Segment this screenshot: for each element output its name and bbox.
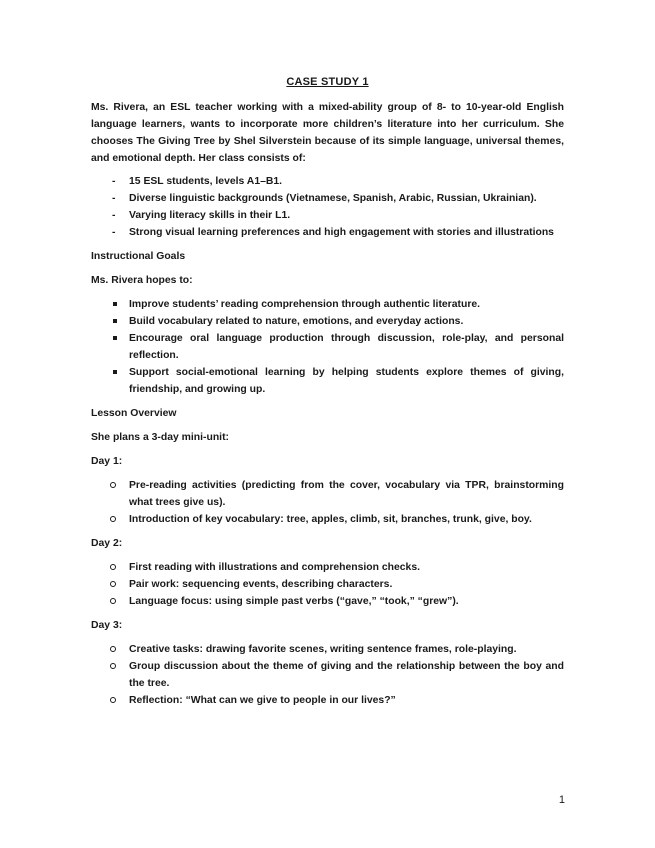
list-item: - Strong visual learning preferences and high engagement with stories and illustrations [91, 224, 564, 241]
day-2-heading: Day 2: [91, 538, 123, 549]
page-number: 1 [558, 794, 565, 806]
list-item: Reflection: “What can we give to people in our lives?” [91, 692, 564, 709]
goals-lead: Ms. Rivera hopes to: [91, 275, 193, 286]
list-item: - Varying literacy skills in their L1. [91, 207, 564, 224]
list-item: First reading with illustrations and comprehension checks. [91, 559, 564, 576]
day-3-heading: Day 3: [91, 620, 123, 631]
list-item: Support social-emotional learning by helping students explore themes of giving, friendship, and growing up. [91, 364, 564, 398]
list-item: - Diverse linguistic backgrounds (Vietnamese, Spanish, Arabic, Russian, Ukrainian). [91, 190, 564, 207]
day-3-list [91, 641, 564, 709]
list-item: Encourage oral language production through discussion, role-play, and personal reflection. [91, 330, 564, 364]
list-item: Creative tasks: drawing favorite scenes, writing sentence frames, role-playing. [91, 641, 564, 658]
page-title: CASE STUDY 1 [286, 76, 369, 88]
intro-paragraph: Ms. Rivera, an ESL teacher working with a mixed-ability group of 8- to 10-year-old English language learners, wants to incorporate more children’s literature into her curriculum. She chooses The Giving Tree by Shel Silverstein because of its simple language, universal themes, and emotional depth. Her class consists of: [91, 102, 564, 164]
day-1-heading: Day 1: [91, 456, 123, 467]
list-item: Language focus: using simple past verbs (“gave,” “took,” “grew”). [91, 593, 564, 610]
goals-heading: Instructional Goals [91, 251, 186, 262]
list-item: Group discussion about the theme of giving and the relationship between the boy and the tree. [91, 658, 564, 692]
class-list [91, 173, 564, 241]
overview-heading: Lesson Overview [91, 408, 177, 419]
overview-lead: She plans a 3-day mini-unit: [91, 432, 229, 443]
list-item: Build vocabulary related to nature, emotions, and everyday actions. [91, 313, 564, 330]
goals-list [91, 296, 564, 398]
list-item: - 15 ESL students, levels A1–B1. [91, 173, 564, 190]
day-1-list [91, 477, 564, 528]
list-item: Introduction of key vocabulary: tree, apples, climb, sit, branches, trunk, give, boy. [91, 511, 564, 528]
list-item: Improve students’ reading comprehension through authentic literature. [91, 296, 564, 313]
list-item: Pre-reading activities (predicting from the cover, vocabulary via TPR, brainstorming what trees give us). [91, 477, 564, 511]
day-2-list [91, 559, 564, 610]
list-item: Pair work: sequencing events, describing characters. [91, 576, 564, 593]
